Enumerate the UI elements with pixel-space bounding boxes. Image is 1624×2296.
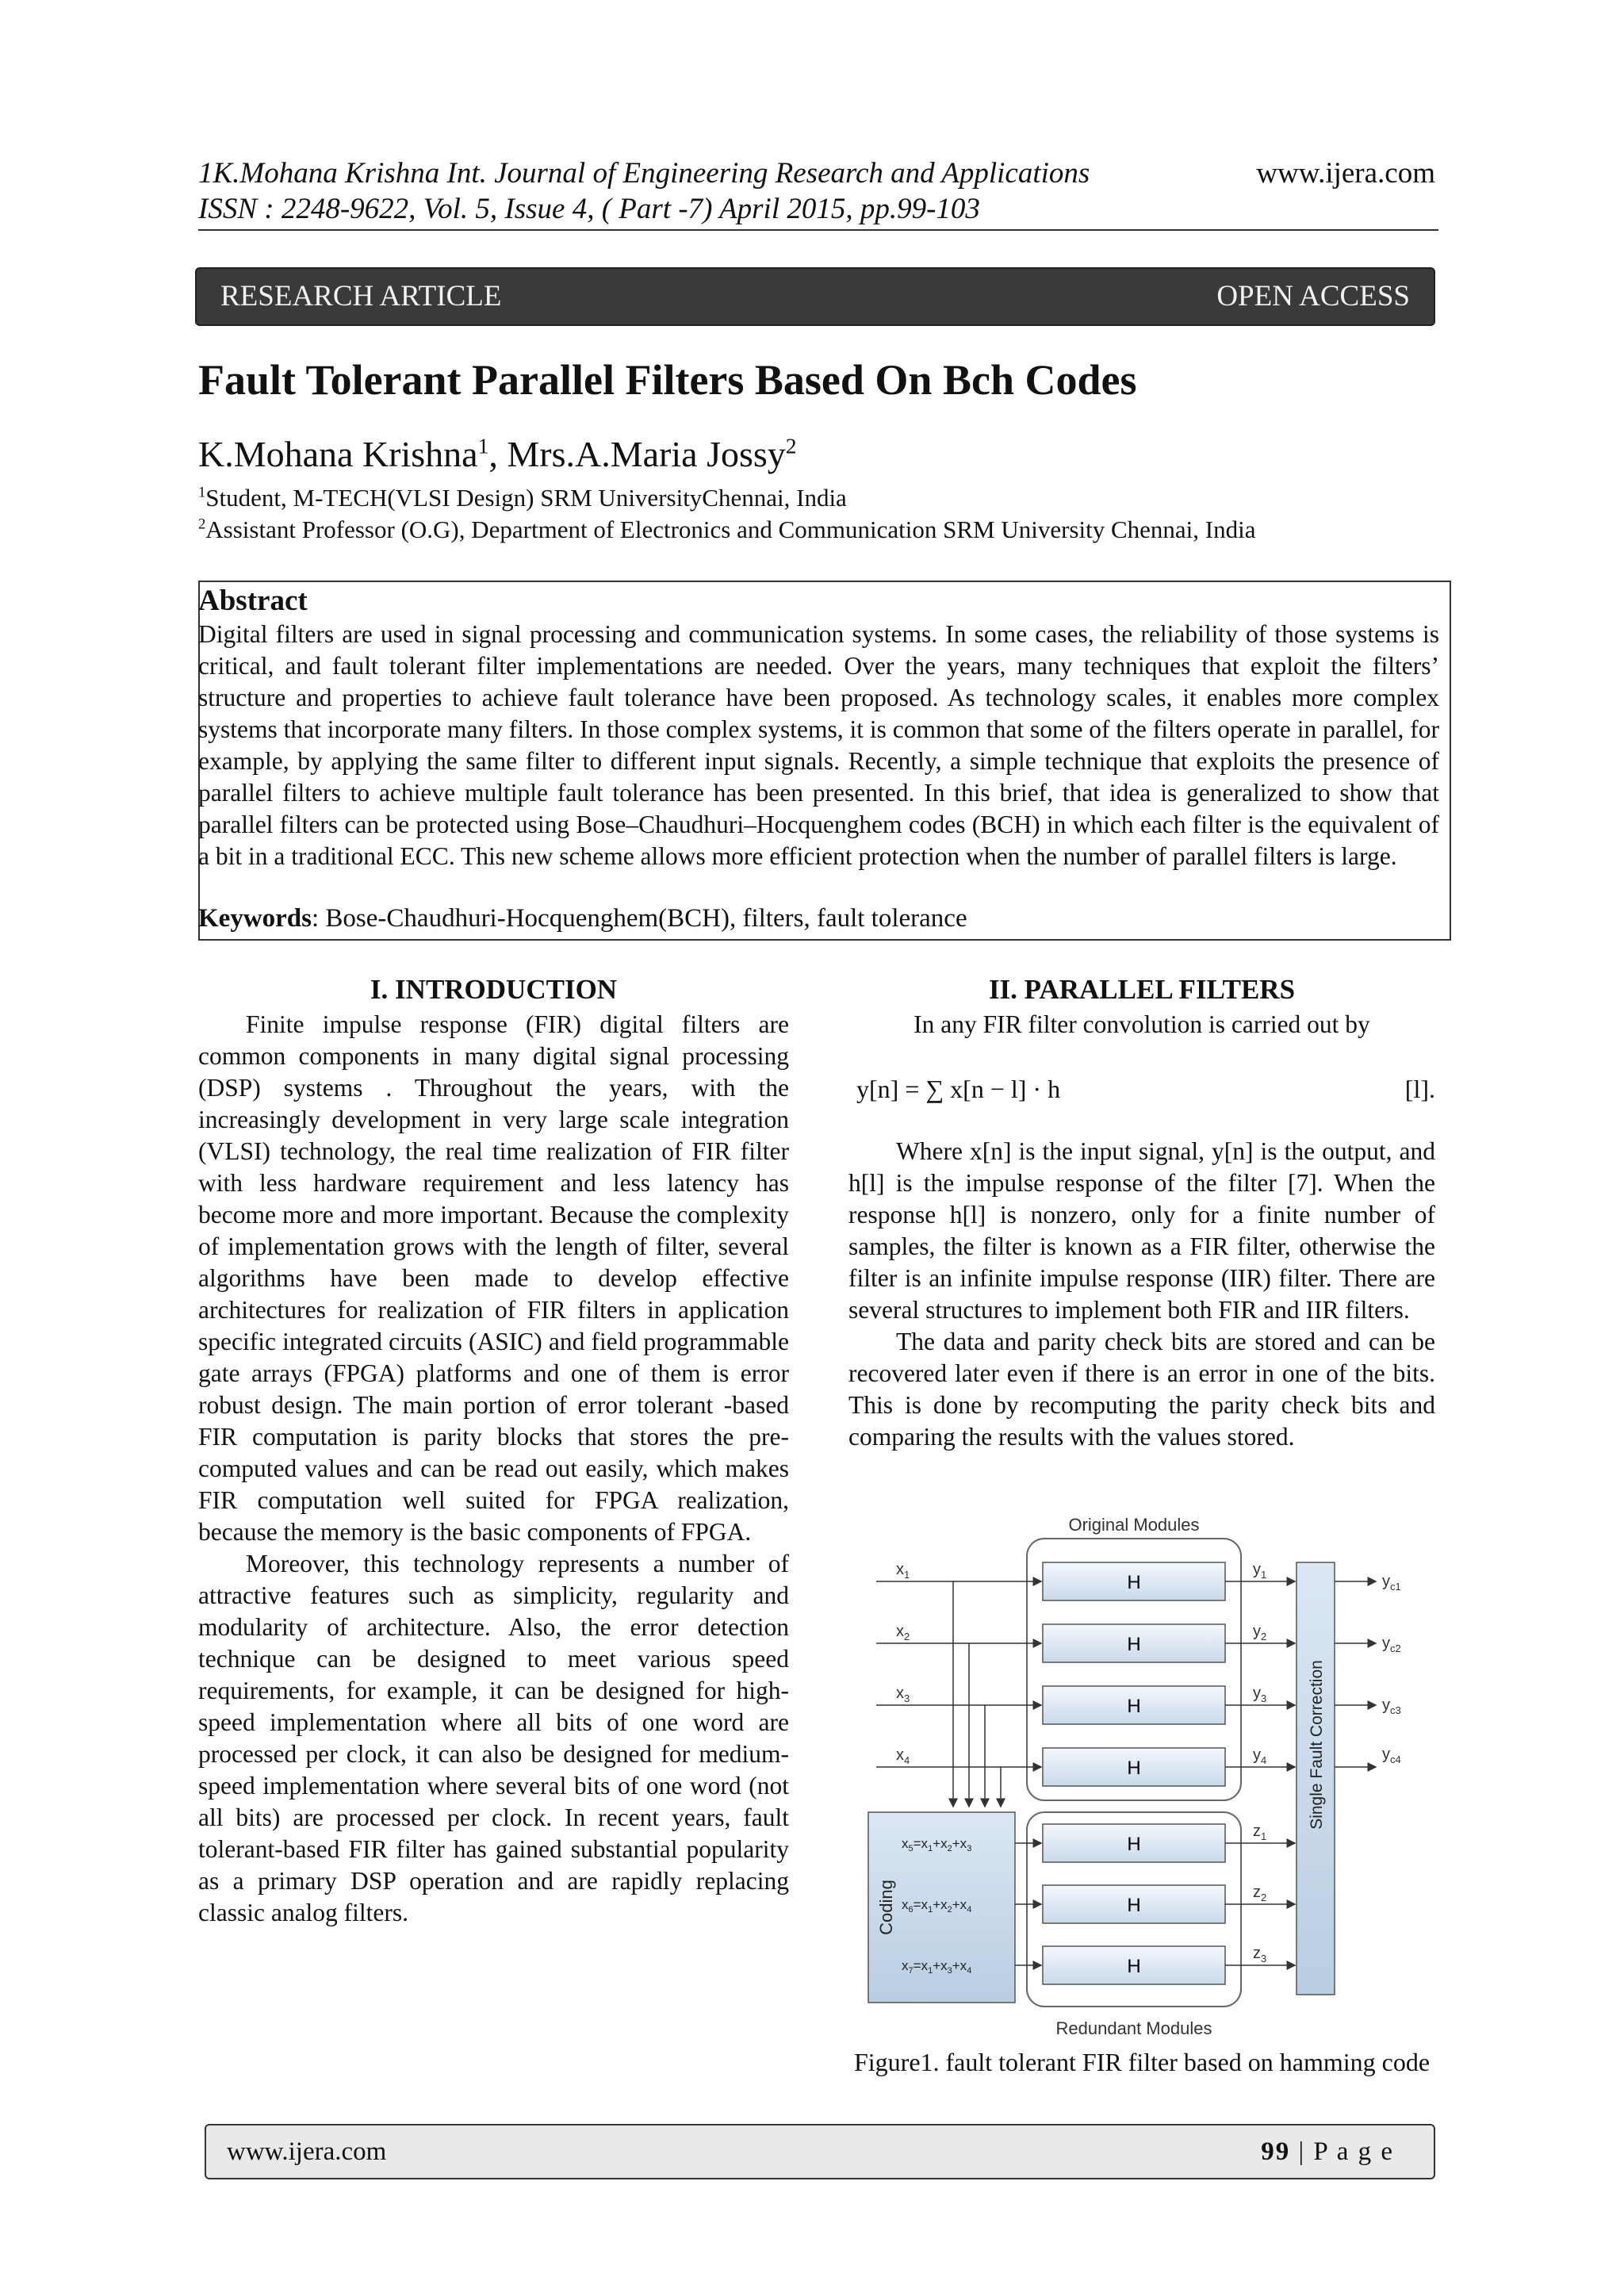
input-x2: $x_2$ [896,1623,910,1642]
corrected-output-lines [1335,1581,1376,1767]
author-1-sup: 1 [477,433,489,458]
author-2: Mrs.A.Maria Jossy [507,434,786,474]
keywords-line [198,904,967,933]
output-z1: $z_1$ [1253,1823,1267,1842]
section-1-body [198,1009,789,1929]
section-2-heading: II. PARALLEL FILTERS [988,974,1296,1005]
running-header [198,155,1435,227]
filter-h-7-label: H [1127,1956,1141,1977]
intro-paragraph-1: Finite impulse response (FIR) digital filters are common components in many digital signal processing (DSP) systems . Throughout the years, with the increasingly development in very large scale integration (VLSI) technology, the real time realization of FIR filter with less hardware requirement and less latency has become more and more important. Because the complexity of implementation grows with the length of filter, several algorithms have been made to develop effective architectures for realization of FIR filters in application specific integrated circuits (ASIC) and field programmable gate arrays (FPGA) platforms and one of them is error robust design. The main portion of error tolerant -based FIR computation is parity blocks that stores the pre-computed values and can be read out easily, which makes FIR computation well suited for FPGA realization, because the memory is the basic components of FPGA. [198,1010,789,1546]
page-label: | P a g e [1290,2137,1394,2166]
section-1-heading: I. INTRODUCTION [370,974,618,1005]
single-fault-correction-label: Single Fault Correction [1308,1660,1326,1830]
corrected-output-labels [1382,1573,1401,1765]
fault-tolerant-fir-figure [852,1507,1439,2038]
equation-right: [l]. [1404,1075,1435,1103]
output-z2: $z_2$ [1253,1884,1267,1903]
affiliation-1-text: Student, M-TECH(VLSI Design) SRM UniversityChennai, India [205,484,847,512]
intro-paragraph-2: Moreover, this technology represents a number of attractive features such as simplicity, regularity and modularity of architecture. Also, the error detection technique can be designed to meet various speed requirements, for example, it can be designed for high-speed implementation where all bits of one word are processed per clock, it can also be designed for medium-speed implementation where several bits of one word (not all bits) are processed per clock. In recent years, fault tolerant-based FIR filter has gained substantial popularity as a primary DSP operation and are rapidly replacing classic analog filters. [198,1550,789,1926]
paper-title: Fault Tolerant Parallel Filters Based On Bch Codes [198,356,1137,404]
author-line [198,433,797,475]
header-rule [198,229,1438,231]
journal-line: 1K.Mohana Krishna Int. Journal of Engineering Research and Applications [198,157,1090,190]
equation-left: y[n] = ∑ x[n − l] · h [856,1075,1061,1103]
output-yc3: $y_{c3}$ [1382,1696,1401,1716]
coding-to-filter-lines [1015,1843,1041,1965]
redundant-modules-label: Redundant Modules [1055,2018,1212,2038]
output-y4: $y_4$ [1253,1746,1267,1766]
section-2-body [848,1136,1435,1453]
filter-h-2-label: H [1127,1634,1141,1655]
author-separator: , [488,434,508,474]
parallel-paragraph-2: The data and parity check bits are stored and can be recovered later even if there is an error in one of the bits. This is done by recomputing the parity check bits and comparing the results with the values stored. [848,1328,1435,1451]
output-yc4: $y_{c4}$ [1382,1746,1401,1765]
affiliation-1-sup: 1 [198,484,206,501]
open-access-label: OPEN ACCESS [1216,280,1410,312]
filter-h-3-label: H [1127,1696,1141,1717]
research-article-label: RESEARCH ARTICLE [220,280,502,312]
original-filters [1043,1562,1225,1786]
affiliation-2 [198,516,1255,544]
page-number-value: 99 [1261,2137,1291,2166]
parity-eq-x7: $x_7=x_1+x_3+x_4$ [902,1958,972,1976]
parity-eq-x5: $x_5=x_1+x_2+x_3$ [902,1836,972,1853]
keywords-text: : Bose-Chaudhuri-Hocquenghem(BCH), filters, fault tolerance [312,904,967,933]
article-type-banner [195,267,1435,326]
original-modules-label: Original Modules [1068,1515,1200,1535]
output-z3: $z_3$ [1253,1945,1267,1964]
parallel-paragraph-1: Where x[n] is the input signal, y[n] is the output, and h[l] is the impulse response of the filter [7]. When the response h[l] is nonzero, only for a finite number of samples, the filter is known as a FIR filter, otherwise the filter is an infinite impulse response (IIR) filter. There are several structures to implement both FIR and IIR filters. [848,1137,1435,1324]
output-y3: $y_3$ [1253,1685,1267,1704]
section-2-intro: In any FIR filter convolution is carried out by [914,1010,1370,1038]
figure-caption: Figure1. fault tolerant FIR filter based on hamming code [853,2048,1431,2076]
page-footer [205,2124,1435,2179]
author-1: K.Mohana Krishna [198,434,478,474]
affiliation-1 [198,484,847,512]
input-x4: $x_4$ [896,1746,910,1766]
output-yc1: $y_{c1}$ [1382,1573,1401,1593]
author-2-sup: 2 [785,433,797,458]
output-yc2: $y_{c2}$ [1382,1635,1401,1654]
affiliation-2-text: Assistant Professor (O.G), Department of Electronics and Communication SRM University Chennai, India [205,516,1256,543]
convolution-equation [856,1075,1435,1104]
page-number [1261,2125,1394,2178]
abstract-heading: Abstract [198,585,308,617]
input-x1: $x_1$ [896,1561,910,1581]
keywords-label: Keywords [198,904,312,933]
filter-h-4-label: H [1127,1757,1141,1779]
input-labels [896,1561,910,1766]
footer-url[interactable]: www.ijera.com [227,2137,387,2166]
issn-line: ISSN : 2248-9622, Vol. 5, Issue 4, ( Part -7) April 2015, pp.99-103 [198,193,980,225]
parity-eq-x6: $x_6=x_1+x_2+x_4$ [902,1897,972,1915]
redundant-filters [1043,1824,1225,1984]
output-y1: $y_1$ [1253,1561,1267,1581]
output-y2: $y_2$ [1253,1623,1267,1642]
filter-h-1-label: H [1127,1572,1141,1593]
affiliation-2-sup: 2 [198,516,206,533]
input-x3: $x_3$ [896,1685,910,1704]
abstract-text: Digital filters are used in signal processing and communication systems. In some cases, the reliability of those systems is critical, and fault tolerant filter implementations are needed. Over the years, many techniques that exploit the filters’ structure and properties to achieve fault tolerance have been proposed. As technology scales, it enables more complex systems that incorporate many filters. In those complex systems, it is common that some of the filters operate in parallel, for example, by applying the same filter to different input signals. Recently, a simple technique that exploits the presence of parallel filters to achieve multiple fault tolerance has been presented. In this brief, that idea is generalized to show that parallel filters can be protected using Bose–Chaudhuri–Hocquenghem codes (BCH) in which each filter is the equivalent of a bit in a traditional ECC. This new scheme allows more efficient protection when the number of parallel filters is large. [198,620,1439,870]
filter-h-6-label: H [1127,1895,1141,1916]
filter-h-5-label: H [1127,1834,1141,1855]
coding-label: Coding [876,1880,896,1935]
header-url[interactable]: www.ijera.com [1256,157,1435,190]
